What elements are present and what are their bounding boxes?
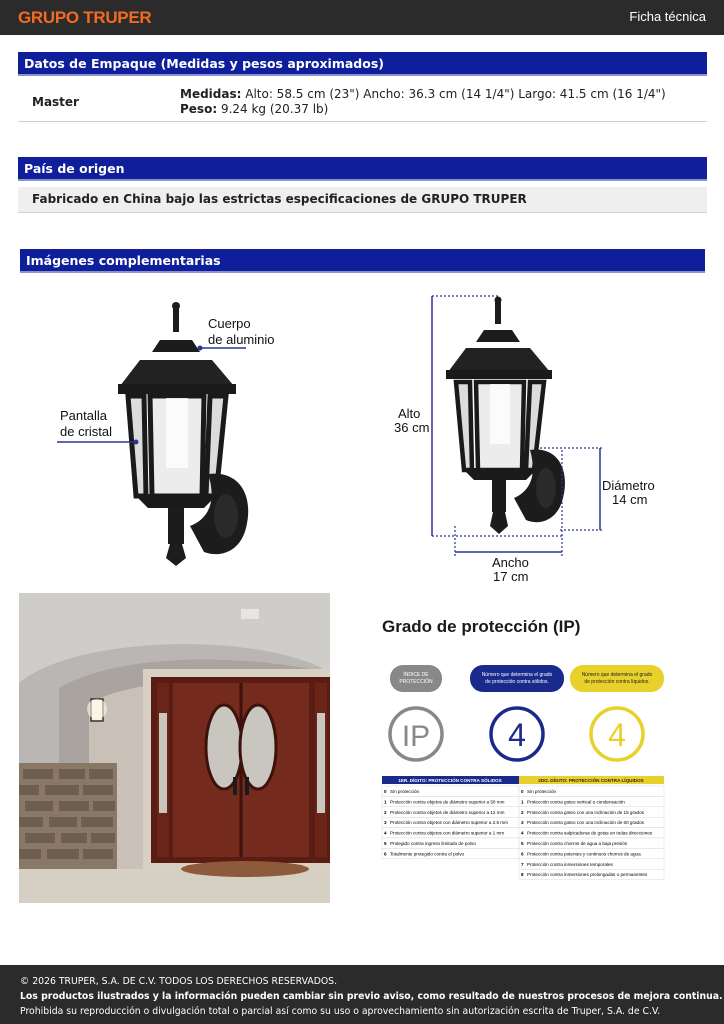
liquids-row-number: 5: [521, 841, 524, 846]
body-label-2: de aluminio: [208, 332, 275, 347]
brand-logo: GRUPO TRUPER: [18, 8, 152, 27]
liquids-row-text: Protección contra salpicaduras de gotas en todas direcciones: [527, 830, 653, 836]
alto-value: 36 cm: [394, 420, 430, 435]
solids-row-number: 1: [384, 799, 387, 805]
top-bar: [0, 0, 724, 35]
liquids-row-text: Protección contra potentes y continuos chorros de agua: [527, 851, 641, 857]
solids-row-text: Protección contra objetos de diámetro superior a 50 mm: [390, 799, 505, 805]
liquids-row-text: Protección contra goteo con una inclinación de 60 grados: [527, 820, 644, 826]
shade-label-2: de cristal: [60, 424, 113, 439]
liquids-pill-line-1: Número que determina el grado: [581, 672, 653, 678]
doc-type-label: Ficha técnica: [629, 9, 706, 24]
medidas-label: Medidas:: [180, 87, 242, 101]
solid-digit: 4: [508, 717, 526, 753]
solids-pill-line-2: de protección contra sólidos.: [485, 679, 549, 685]
solids-pill-line-1: Número que determina el grado: [481, 672, 553, 678]
liquids-table: [519, 786, 664, 880]
images-section-title: Imágenes complementarias: [20, 249, 705, 273]
lamp-dimensions-image: [380, 290, 680, 590]
solids-row-number: 2: [384, 809, 387, 815]
footer-copyright: © 2026 TRUPER, S.A. DE C.V. TODOS LOS DERECHOS RESERVADOS.: [20, 976, 338, 987]
packaging-row-value: [180, 87, 700, 117]
footer: [0, 965, 724, 1024]
solids-row-number: 6: [384, 851, 387, 857]
liquids-pill-line-2: de protección contra líquidos.: [584, 679, 650, 685]
liquids-row-text: Protección contra inmersiones temporales: [527, 861, 613, 867]
packaging-row-label: Master: [32, 95, 79, 109]
index-pill-line-2: PROTECCIÓN: [399, 679, 433, 685]
liquids-row-number: 7: [521, 861, 524, 867]
solids-row-text: Totalmente protegido contra el polvo: [390, 851, 465, 857]
diametro-label: Diámetro: [602, 478, 655, 493]
ip-protection-chart: [378, 610, 668, 885]
liquids-row-number: 3: [521, 820, 524, 826]
ip-code: IP: [401, 720, 431, 753]
footer-legal: Prohibida su reproducción o divulgación total o parcial así como su uso o aprovechamiento sin autorización escrita de Truper, S.A. de C.V.: [20, 1006, 661, 1017]
solids-row-number: 4: [384, 830, 387, 836]
ancho-label: Ancho: [492, 555, 529, 570]
liquids-row-text: Protección contra inmersiones prolongadas o permanentes: [527, 872, 648, 878]
liquids-row-number: 0: [521, 789, 524, 794]
diametro-value: 14 cm: [612, 492, 648, 507]
packaging-row: [18, 82, 707, 122]
peso-label: Peso:: [180, 102, 218, 116]
peso-value: 9.24 kg (20.37 lb): [217, 102, 329, 116]
liquid-digit: 4: [608, 717, 626, 753]
solids-row-number: 0: [384, 789, 387, 794]
liquids-row-number: 6: [521, 851, 524, 857]
liquids-row-number: 1: [521, 799, 524, 805]
liquids-row-number: 4: [521, 830, 524, 836]
ancho-value: 17 cm: [493, 569, 529, 584]
alto-label: Alto: [398, 406, 421, 421]
packaging-section-title: Datos de Empaque (Medidas y pesos aproximados): [18, 52, 707, 76]
installed-lamp-photo: [19, 593, 330, 903]
solids-row-text: Protección contra objetos de diámetro superior a 12 mm: [390, 809, 505, 815]
index-pill-line-1: ÍNDICE DE: [403, 672, 429, 678]
liquids-row-text: Protección contra chorros de agua a baja presión: [527, 841, 628, 846]
solids-row-text: Protección contra objetos con diámetro superior a 1 mm: [390, 830, 505, 836]
liquids-row-text: Protección contra goteo con una inclinación de 15 grados: [527, 809, 644, 815]
liquids-row-number: 2: [521, 809, 524, 815]
shade-label-1: Pantalla: [60, 408, 107, 423]
solids-row-text: Protección contra objetos con diámetro superior a 2.5 mm: [390, 820, 508, 826]
liquids-row-text: Sin protección: [527, 789, 557, 794]
origin-section-title: País de origen: [18, 157, 707, 181]
solids-table-header: 1ER. DÍGITO: PROTECCIÓN CONTRA SÓLIDOS: [398, 778, 502, 783]
solids-row-text: Protegido contra ingreso limitado de polvo: [390, 841, 476, 846]
lamp-features-image: [40, 290, 280, 580]
ip-title: Grado de protección (IP): [382, 617, 581, 636]
solids-table: [382, 786, 519, 859]
solids-row-text: Sin protección: [390, 789, 420, 794]
footer-notice: Los productos ilustrados y la información pueden cambiar sin previo aviso, como resultado de nuestros procesos de mejora continua.: [20, 991, 723, 1002]
liquids-row-text: Protección contra goteo vertical o condensación: [527, 799, 625, 805]
solids-row-number: 5: [384, 841, 387, 846]
medidas-value: Alto: 58.5 cm (23") Ancho: 36.3 cm (14 1/4") Largo: 41.5 cm (16 1/4"): [241, 87, 666, 101]
origin-text: Fabricado en China bajo las estrictas especificaciones de GRUPO TRUPER: [18, 187, 707, 213]
liquids-row-number: 8: [521, 872, 524, 878]
body-label-1: Cuerpo: [208, 316, 251, 331]
liquids-table-header: 2DO. DÍGITO: PROTECCIÓN CONTRA LÍQUIDOS: [538, 778, 644, 783]
solids-row-number: 3: [384, 820, 387, 826]
